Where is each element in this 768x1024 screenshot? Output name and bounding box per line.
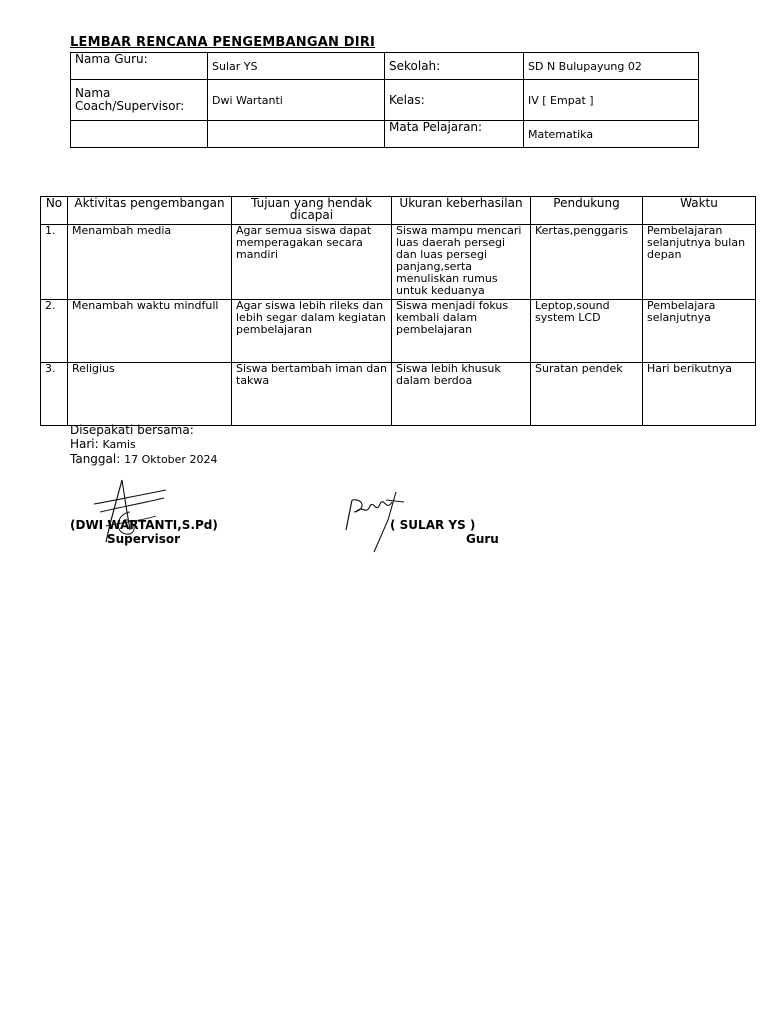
row-pendukung: Suratan pendek xyxy=(531,363,643,426)
sekolah-label: Sekolah: xyxy=(385,53,524,80)
plan-header-row xyxy=(41,197,756,225)
tanggal-value: 17 Oktober 2024 xyxy=(124,453,218,466)
row-ukuran: Siswa mampu mencari luas daerah persegi dan luas persegi panjang,serta menuliskan rumus untuk keduanya xyxy=(392,225,531,300)
hari-line xyxy=(70,437,217,452)
document-title: LEMBAR RENCANA PENGEMBANGAN DIRI xyxy=(70,35,376,50)
header-aktivitas: Aktivitas pengembangan xyxy=(68,197,232,225)
coach-label-line-2: Coach/Supervisor: xyxy=(75,99,185,113)
row-pendukung: Kertas,penggaris xyxy=(531,225,643,300)
mapel-label: Mata Pelajaran: xyxy=(385,121,524,148)
empty-cell xyxy=(71,121,208,148)
row-no: 3. xyxy=(41,363,68,426)
guru-role: Guru xyxy=(466,532,499,546)
development-plan-table xyxy=(40,196,756,426)
row-waktu: Pembelajaran selanjutnya bulan depan xyxy=(643,225,756,300)
guru-value: Sular YS xyxy=(208,53,385,80)
row-ukuran: Siswa lebih khusuk dalam berdoa xyxy=(392,363,531,426)
coach-label-line-1: Nama xyxy=(75,86,111,100)
coach-label xyxy=(71,80,208,121)
row-no: 1. xyxy=(41,225,68,300)
header-waktu: Waktu xyxy=(643,197,756,225)
table-row xyxy=(41,225,756,300)
row-waktu: Hari berikutnya xyxy=(643,363,756,426)
coach-value: Dwi Wartanti xyxy=(208,80,385,121)
row-tujuan: Agar siswa lebih rileks dan lebih segar dalam kegiatan pembelajaran xyxy=(232,300,392,363)
table-row xyxy=(41,363,756,426)
supervisor-role: Supervisor xyxy=(107,532,181,546)
row-pendukung: Leptop,sound system LCD xyxy=(531,300,643,363)
teacher-info-table xyxy=(70,52,699,148)
header-no: No xyxy=(41,197,68,225)
header-ukuran: Ukuran keberhasilan xyxy=(392,197,531,225)
agreement-block xyxy=(70,423,217,467)
info-row xyxy=(71,80,699,121)
row-ukuran: Siswa menjadi fokus kembali dalam pembelajaran xyxy=(392,300,531,363)
row-aktivitas: Menambah media xyxy=(68,225,232,300)
header-pendukung: Pendukung xyxy=(531,197,643,225)
info-row xyxy=(71,121,699,148)
row-no: 2. xyxy=(41,300,68,363)
hari-label: Hari: xyxy=(70,437,99,451)
agreed-text: Disepakati bersama: xyxy=(70,423,194,437)
hari-value: Kamis xyxy=(102,438,136,451)
table-row xyxy=(41,300,756,363)
row-waktu: Pembelajara selanjutnya xyxy=(643,300,756,363)
tanggal-label: Tanggal: xyxy=(70,452,121,466)
tanggal-line xyxy=(70,452,217,467)
empty-cell xyxy=(208,121,385,148)
row-tujuan: Agar semua siswa dapat memperagakan secara mandiri xyxy=(232,225,392,300)
header-tujuan: Tujuan yang hendak dicapai xyxy=(232,197,392,225)
supervisor-name: (DWI WARTANTI,S.Pd) xyxy=(70,518,218,532)
row-tujuan: Siswa bertambah iman dan takwa xyxy=(232,363,392,426)
kelas-value: IV [ Empat ] xyxy=(524,80,699,121)
mapel-value: Matematika xyxy=(524,121,699,148)
kelas-label: Kelas: xyxy=(385,80,524,121)
guru-name: ( SULAR YS ) xyxy=(390,518,476,532)
guru-label: Nama Guru: xyxy=(71,53,208,80)
row-aktivitas: Menambah waktu mindfull xyxy=(68,300,232,363)
sekolah-value: SD N Bulupayung 02 xyxy=(524,53,699,80)
row-aktivitas: Religius xyxy=(68,363,232,426)
info-row xyxy=(71,53,699,80)
